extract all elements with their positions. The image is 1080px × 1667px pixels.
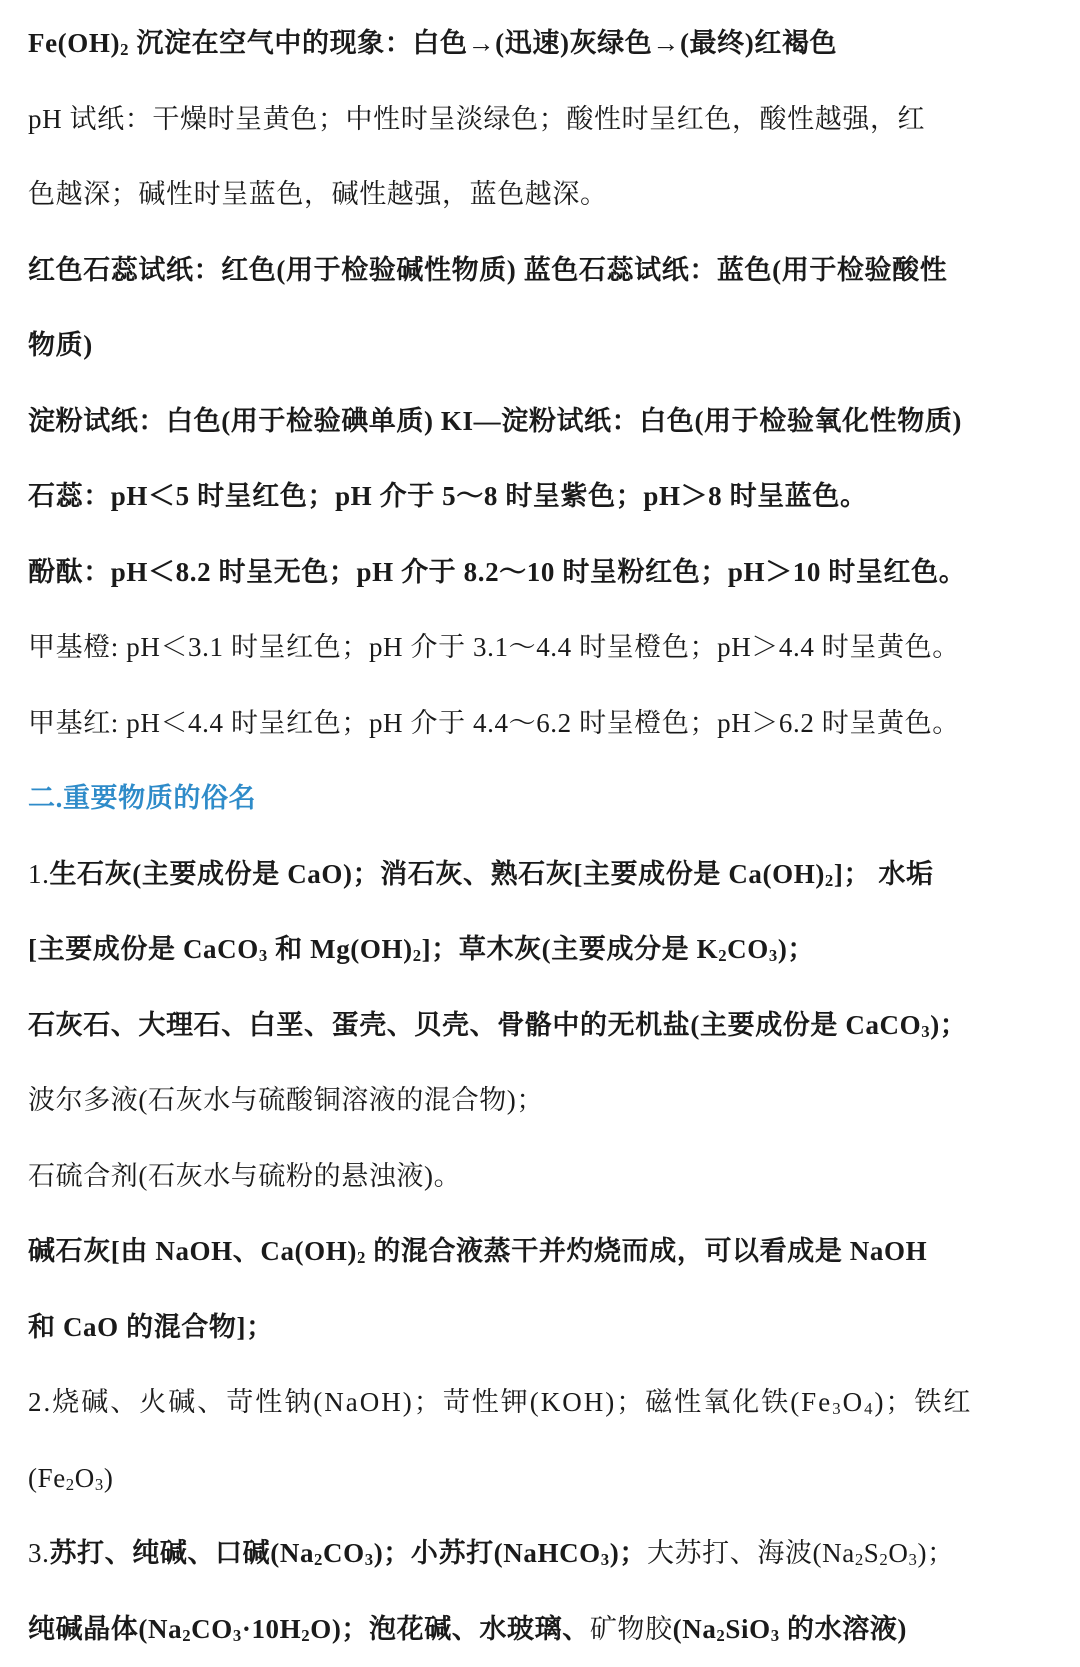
text-segment: 3. (28, 1538, 49, 1568)
subscript: 3 (921, 1022, 930, 1041)
text-segment: CO (323, 1538, 365, 1568)
subscript: 2 (120, 40, 129, 59)
text-segment: ]； 水垢 (834, 859, 934, 889)
text-segment: )； (610, 1538, 647, 1568)
subscript: 2 (66, 1475, 75, 1494)
section-heading (28, 761, 1052, 837)
text-line (28, 535, 1052, 611)
text-segment: 波尔多液(石灰水与硫酸铜溶液的混合物)； (28, 1085, 544, 1115)
text-segment: )； (930, 1010, 967, 1040)
text-line (28, 1516, 1052, 1592)
text-segment: 生石灰(主要成份是 CaO)；消石灰、熟石灰[主要成份是 Ca(OH) (49, 859, 824, 889)
text-line (28, 308, 1052, 384)
text-segment: )； (917, 1538, 954, 1568)
text-segment: 纯碱晶体(Na (28, 1614, 182, 1644)
subscript: 2 (855, 1550, 864, 1569)
subscript: 3 (233, 1626, 242, 1645)
text-segment: )；铁红 (874, 1387, 972, 1417)
text-line (28, 1365, 1052, 1441)
text-segment: SiO (725, 1614, 770, 1644)
subscript: 2 (879, 1550, 888, 1569)
text-segment: )； (778, 934, 815, 964)
text-segment: Fe(OH) (28, 28, 120, 58)
text-segment: 物质) (28, 330, 93, 360)
text-segment: O (888, 1538, 908, 1568)
text-segment: pH 试纸：干燥时呈黄色；中性时呈淡绿色；酸性时呈红色，酸性越强，红 (28, 104, 925, 134)
text-segment: 的混合液蒸干并灼烧而成，可以看成是 NaOH (366, 1236, 927, 1266)
text-line (28, 82, 1052, 158)
text-segment: ·10H (242, 1614, 301, 1644)
text-segment: 淀粉试纸：白色(用于检验碘单质) KI—淀粉试纸：白色(用于检验氧化性物质) (28, 406, 962, 436)
text-line (28, 6, 1052, 82)
text-segment: 碱石灰[由 NaOH、Ca(OH) (28, 1236, 357, 1266)
text-segment: (Fe (28, 1463, 66, 1493)
subscript: 2 (314, 1550, 323, 1569)
text-segment: O (843, 1387, 865, 1417)
subscript: 3 (771, 1626, 780, 1645)
subscript: 3 (259, 946, 268, 965)
text-line (28, 1214, 1052, 1290)
text-line (28, 1290, 1052, 1366)
subscript: 4 (864, 1399, 874, 1418)
text-segment: 甲基橙: pH＜3.1 时呈红色；pH 介于 3.1～4.4 时呈橙色；pH＞4.4 时呈黄色。 (28, 632, 960, 662)
text-segment: ) (104, 1463, 114, 1493)
text-segment: S (864, 1538, 880, 1568)
text-line (28, 459, 1052, 535)
text-segment: 1. (28, 859, 49, 889)
text-line (28, 233, 1052, 309)
text-segment: 甲基红: pH＜4.4 时呈红色；pH 介于 4.4～6.2 时呈橙色；pH＞6.2 时呈黄色。 (28, 708, 960, 738)
text-segment: CO (191, 1614, 233, 1644)
text-line (28, 157, 1052, 233)
subscript: 2 (357, 1248, 366, 1267)
subscript: 3 (832, 1399, 842, 1418)
text-segment: 苏打、纯碱、口碱(Na (49, 1538, 314, 1568)
subscript: 3 (769, 946, 778, 965)
text-segment: 和 CaO 的混合物]； (28, 1312, 274, 1342)
text-line (28, 1139, 1052, 1215)
text-line (28, 384, 1052, 460)
text-line (28, 912, 1052, 988)
text-segment: 矿物胶 (590, 1614, 673, 1644)
text-segment: ]；草木灰(主要成分是 K (422, 934, 719, 964)
text-line (28, 686, 1052, 762)
text-segment: 石硫合剂(石灰水与硫粉的悬浊液)。 (28, 1161, 461, 1191)
subscript: 3 (601, 1550, 610, 1569)
subscript: 2 (182, 1626, 191, 1645)
text-line (28, 610, 1052, 686)
text-segment: O (75, 1463, 95, 1493)
subscript: 2 (716, 1626, 725, 1645)
text-segment: (Na (673, 1614, 717, 1644)
subscript: 2 (301, 1626, 310, 1645)
text-segment: O)；泡花碱、水玻璃、 (310, 1614, 590, 1644)
text-line (28, 988, 1052, 1064)
text-line (28, 837, 1052, 913)
text-segment: 色越深；碱性时呈蓝色，碱性越强，蓝色越深。 (28, 179, 608, 209)
text-segment: CO (727, 934, 769, 964)
text-segment: 沉淀在空气中的现象：白色→(迅速)灰绿色→(最终)红褐色 (129, 28, 837, 58)
subscript: 3 (95, 1475, 104, 1494)
subscript: 2 (718, 946, 727, 965)
text-segment: 大苏打、海波(Na (647, 1538, 855, 1568)
text-segment: 石蕊：pH＜5 时呈红色；pH 介于 5～8 时呈紫色；pH＞8 时呈蓝色。 (28, 481, 868, 511)
text-segment: 二.重要物质的俗名 (28, 783, 256, 813)
text-segment: 红色石蕊试纸：红色(用于检验碱性物质) 蓝色石蕊试纸：蓝色(用于检验酸性 (28, 255, 947, 285)
text-segment: 和 Mg(OH) (268, 934, 413, 964)
text-segment: 酚酞：pH＜8.2 时呈无色；pH 介于 8.2～10 时呈粉红色；pH＞10 时呈红色。 (28, 557, 966, 587)
subscript: 3 (365, 1550, 374, 1569)
text-segment: 石灰石、大理石、白垩、蛋壳、贝壳、骨骼中的无机盐(主要成份是 CaCO (28, 1010, 921, 1040)
text-segment: )；小苏打(NaHCO (374, 1538, 601, 1568)
text-line (28, 1592, 1052, 1667)
subscript: 2 (825, 871, 834, 890)
text-line (28, 1063, 1052, 1139)
text-segment: 2.烧碱、火碱、苛性钠(NaOH)；苛性钾(KOH)；磁性氧化铁(Fe (28, 1387, 832, 1417)
subscript: 2 (413, 946, 422, 965)
text-segment: 的水溶液) (780, 1614, 907, 1644)
text-line (28, 1441, 1052, 1517)
subscript: 3 (909, 1550, 918, 1569)
text-segment: [主要成份是 CaCO (28, 934, 259, 964)
